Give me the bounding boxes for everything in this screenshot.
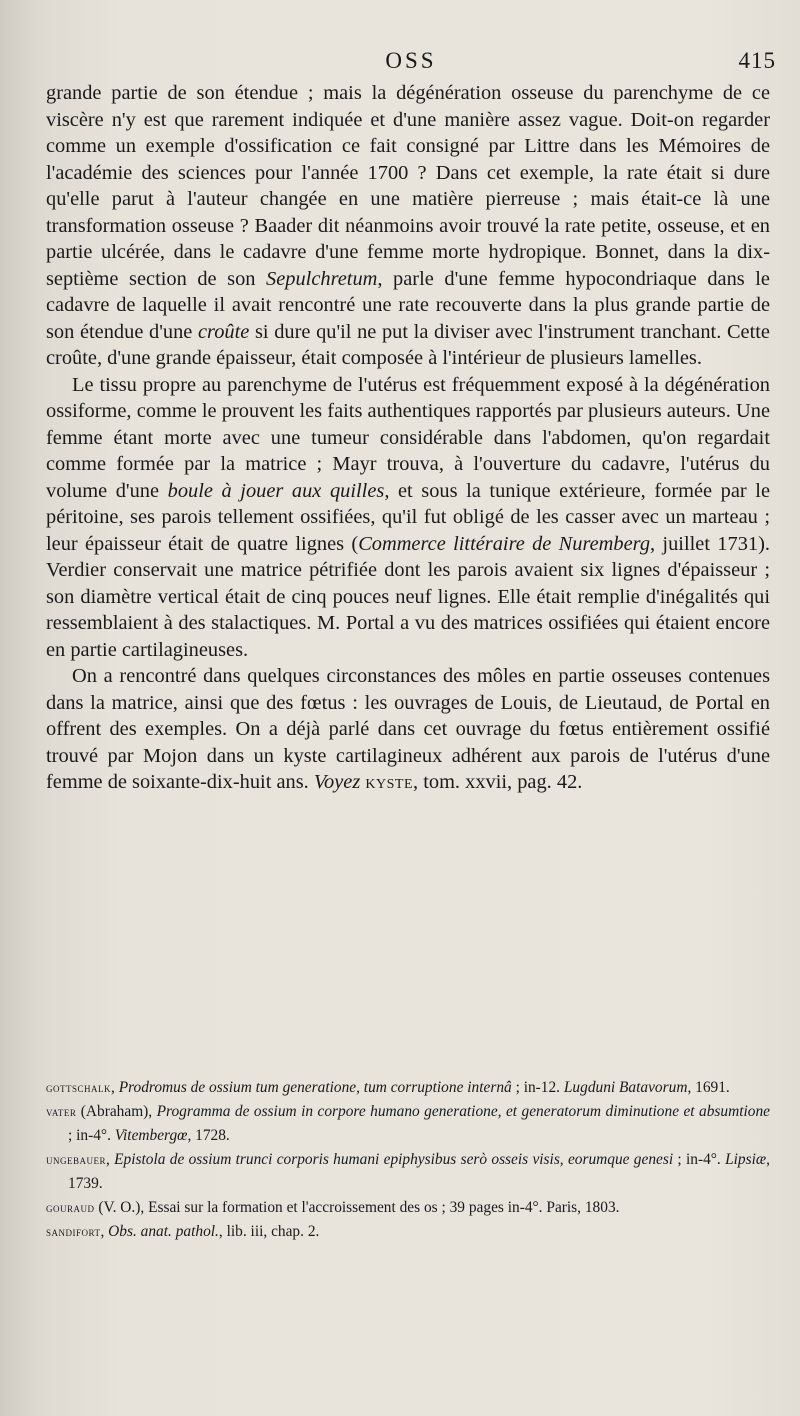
author-name: gottschalk: [46, 1080, 111, 1095]
text-run: ,: [106, 1151, 115, 1168]
text-run: , et sous la tunique extérieure, formée par le péritoine, ses parois tellement ossifiées, qu'il fut obligé de les casser avec un marteau ; leur épaisseur était de quatre lignes (: [46, 479, 770, 555]
text-run: si dure qu'il ne put la diviser avec l'instrument tranchant. Cette croûte, d'une grande épaisseur, était composée à l'intérieur de plusieurs lamelles.: [46, 320, 770, 369]
author-name: gouraud: [46, 1200, 95, 1215]
reference-entry: [46, 1148, 770, 1196]
italic-text: Lugduni Batavorum: [563, 1079, 688, 1096]
reference-entry: [46, 1076, 770, 1100]
italic-text: Commerce littéraire de Nuremberg: [358, 532, 651, 555]
italic-text: Epistola de ossium trunci corporis humani epiphysibus serò osseis visis, eorumque genesi: [114, 1151, 674, 1168]
reference-entry: [46, 1220, 770, 1244]
author-name: ungebauer: [46, 1152, 106, 1167]
author-name: vater: [46, 1104, 77, 1119]
text-run: ; in-4°.: [673, 1151, 726, 1168]
text-run: , 1691.: [687, 1079, 730, 1096]
text-run: ; in-4°.: [68, 1127, 115, 1144]
running-head: OSS: [385, 48, 437, 73]
italic-text: Voyez: [313, 771, 361, 793]
italic-text: boule à jouer aux quilles: [167, 479, 385, 502]
page-header: [46, 48, 776, 78]
text-run: Le tissu propre au parenchyme de l'utérus est fréquemment exposé à la dégénération ossiforme, comme le prouvent les faits authentiques rapportés par plusieurs auteurs. Une femme étant morte avec une tumeur considérable dans l'abdomen, qu'on regardait comme formée par la matrice ; Mayr trouva, à l'ouverture du cadavre, l'utérus du volume d'une: [46, 373, 770, 502]
text-run: , tom. xxvii, pag. 42.: [413, 771, 583, 793]
text-run: (V. O.), Essai sur la formation et l'accroissement des os ; 39 pages in-4°. Paris, 1803.: [94, 1199, 620, 1216]
italic-text: Programma de ossium in corpore humano generatione, et generatorum diminutione et absumtione: [156, 1103, 770, 1120]
italic-text: Prodromus de ossium tum generatione, tum corruptione internâ: [118, 1079, 512, 1096]
italic-text: croûte: [197, 320, 250, 343]
paragraph: [46, 372, 770, 664]
text-run: On a rencontré dans quelques circonstances des môles en partie osseuses contenues dans la matrice, ainsi que des fœtus : les ouvrages de Louis, de Lieutaud, de Portal en offrent des exemples. On a déjà parlé dans cet ouvrage du fœtus entièrement ossifié trouvé par Mojon dans un kyste cartilagineux adhérent aux parois de l'utérus d'une femme de soixante-dix-huit ans.: [46, 665, 770, 793]
italic-text: Sepulchretum: [266, 267, 378, 290]
italic-text: Obs. anat. pathol.: [108, 1223, 219, 1240]
text-run: (Abraham),: [76, 1103, 157, 1120]
page-number: 415: [738, 48, 776, 73]
bibliography: [46, 1076, 770, 1244]
text-run: , 1728.: [187, 1127, 230, 1144]
paragraph: [46, 80, 770, 372]
paragraph: [46, 663, 770, 796]
italic-text: Vitembergœ: [114, 1127, 188, 1144]
text-run: , lib. iii, chap. 2.: [218, 1223, 320, 1240]
text-run: , juillet 1731). Verdier conservait une matrice pétrifiée dont les parois avaient six lignes d'épaisseur ; son diamètre vertical était de cinq pouces neuf lignes. Elle était remplie d'inégalités qui ressemblaient à des stalactiques. M. Portal a vu des matrices ossifiées qui étaient encore en partie cartilagineuses.: [46, 532, 770, 661]
text-run: ,: [111, 1079, 119, 1096]
text-run: grande partie de son étendue ; mais la dégénération osseuse du parenchyme de ce viscère n'y est que rarement indiquée et d'une manière assez vague. Doit-on regarder comme un exemple d'ossification ce fait consigné par Littre dans les Mémoires de l'académie des sciences pour l'année 1700 ? Dans cet exemple, la rate était si dure qu'elle parut à l'auteur changée en une matière pierreuse ; mais était-ce là une transformation osseuse ? Baader dit néanmoins avoir trouvé la rate petite, osseuse, et en partie ulcérée, dans le cadavre d'une femme morte hydropique. Bonnet, dans la dix-septième section de son: [46, 82, 770, 290]
text-run: , 1739.: [68, 1151, 770, 1192]
reference-entry: [46, 1196, 770, 1220]
small-caps-text: kyste: [365, 771, 414, 793]
text-run: ,: [100, 1223, 109, 1240]
italic-text: Lipsiæ: [725, 1151, 767, 1168]
text-run: ; in-12.: [511, 1079, 564, 1096]
main-text: [46, 80, 770, 796]
reference-entry: [46, 1100, 770, 1148]
author-name: sandifort: [46, 1224, 101, 1239]
text-run: , parle d'une femme hypocondriaque dans le cadavre de laquelle il avait rencontré une rate recouverte dans la plus grande partie de son étendue d'une: [46, 267, 770, 343]
